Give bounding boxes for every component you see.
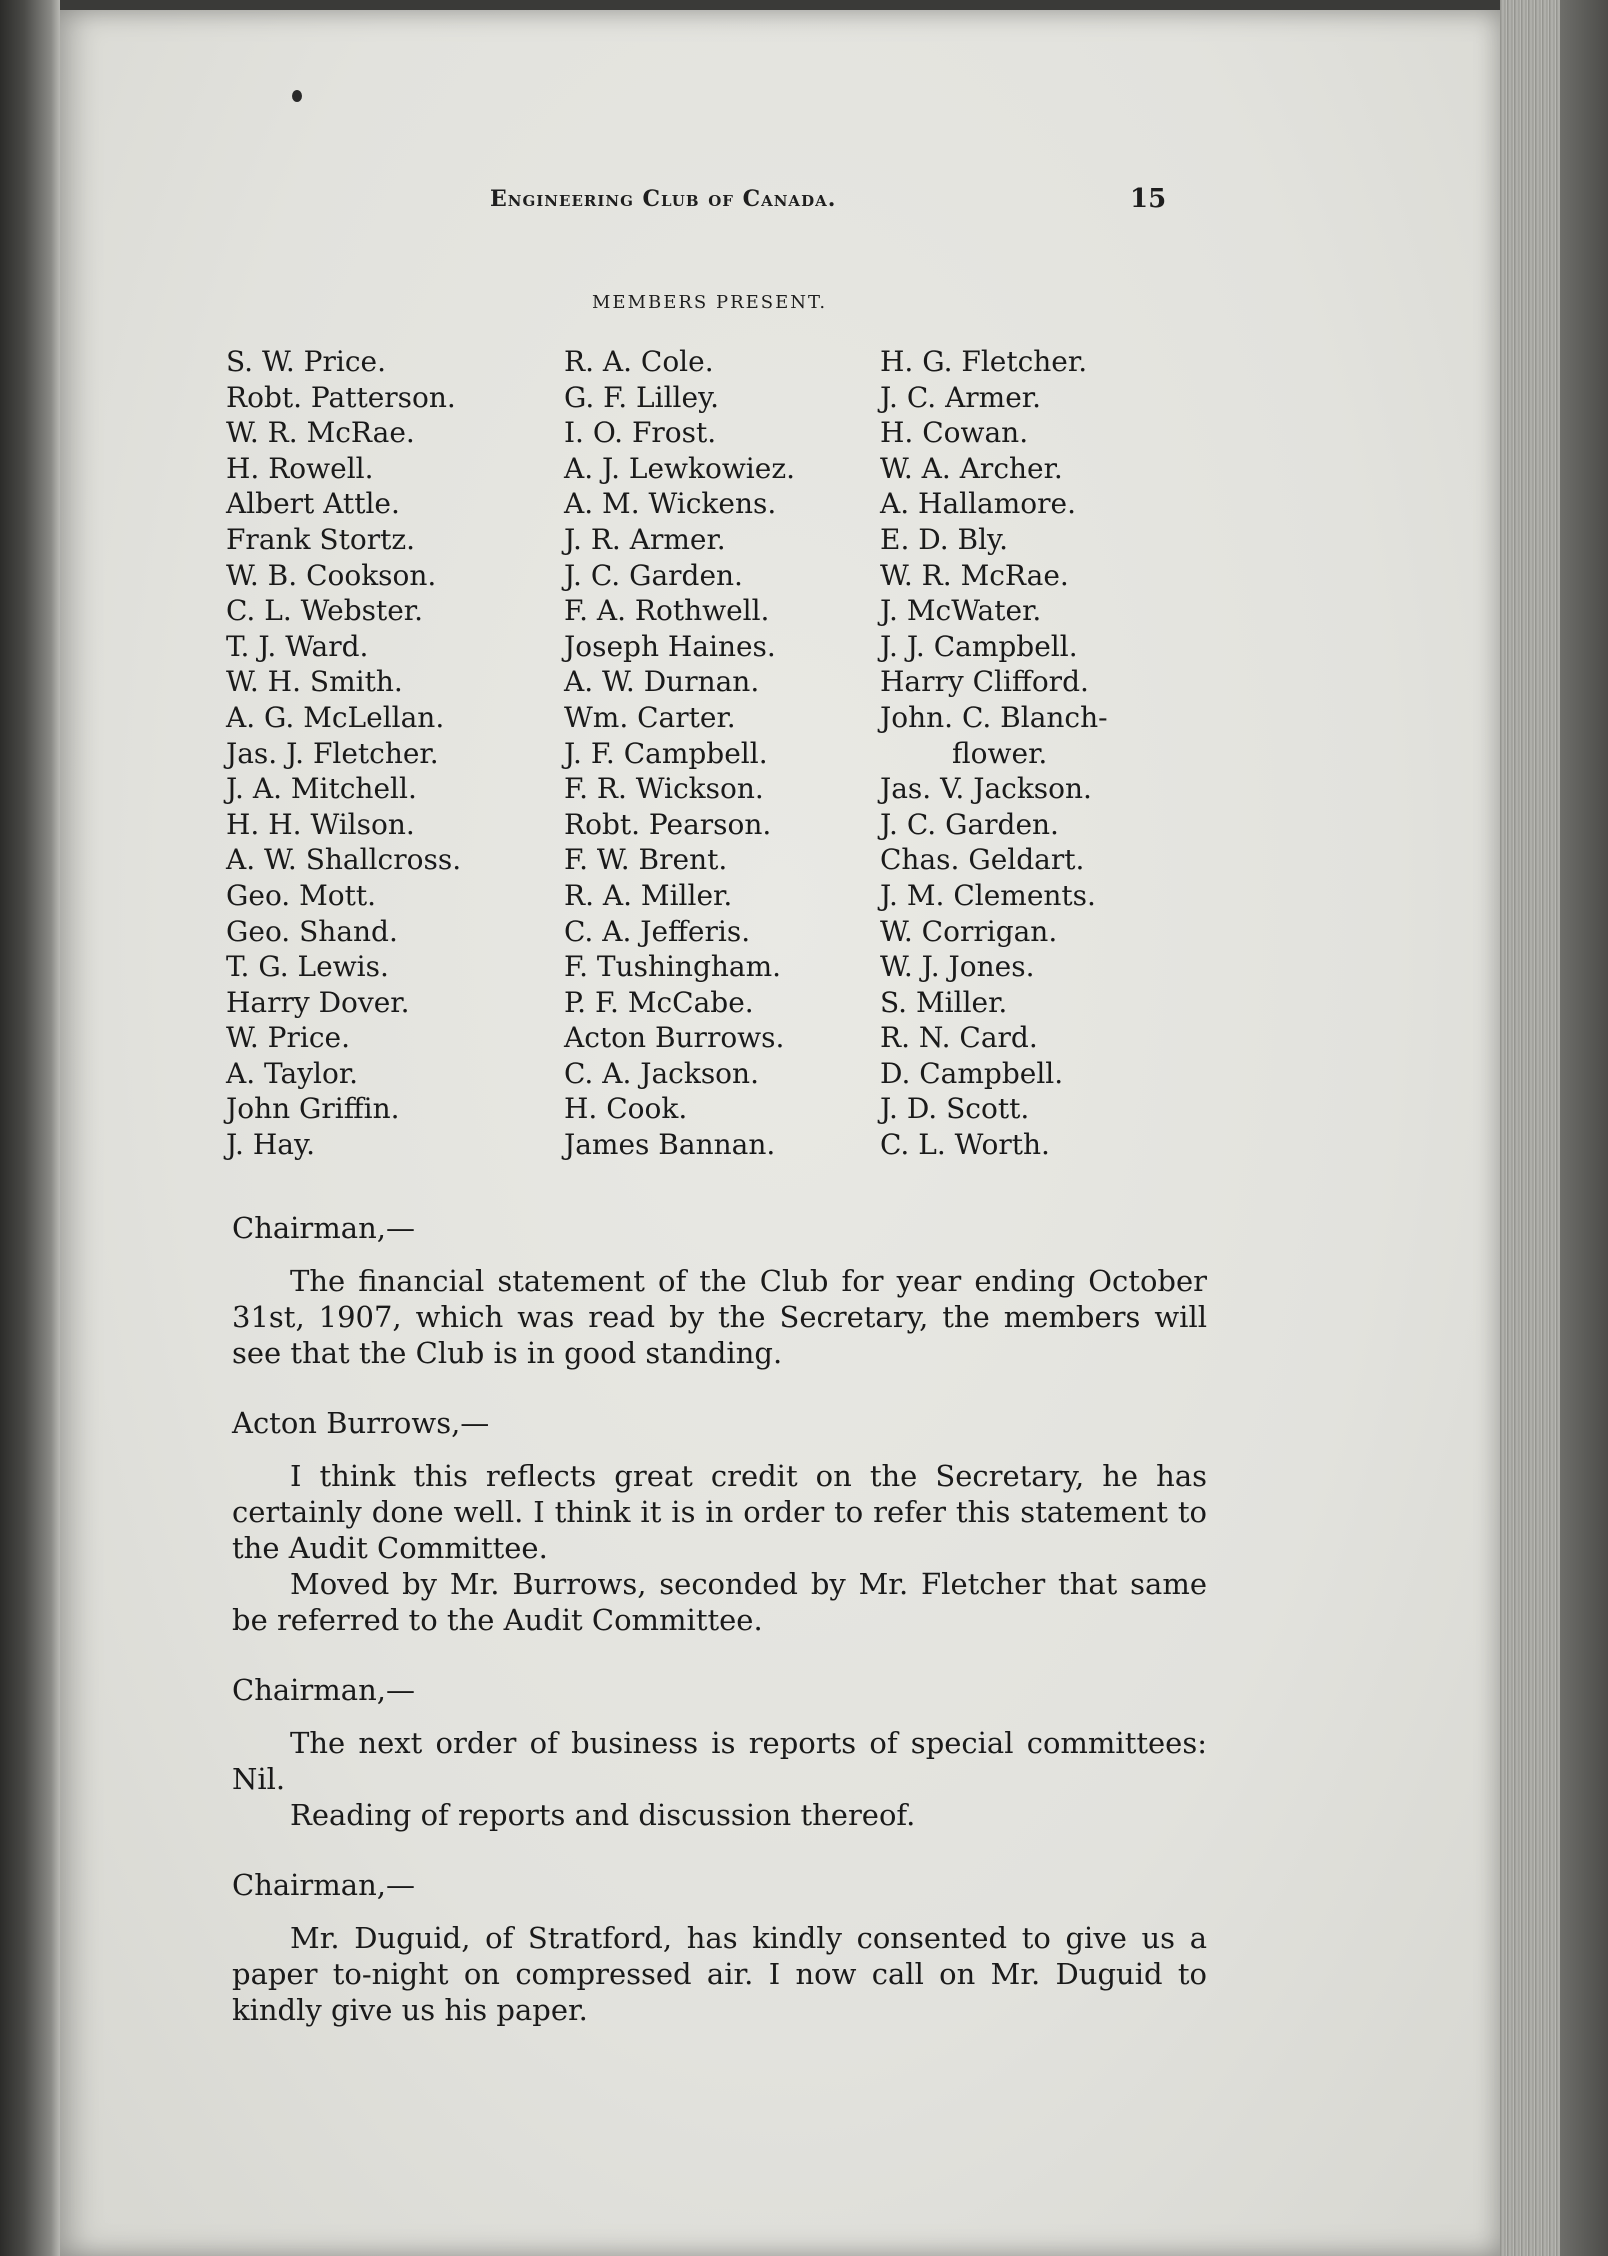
members-present-heading: MEMBERS PRESENT. bbox=[592, 292, 828, 313]
meeting-minutes bbox=[232, 1210, 1207, 2062]
minutes-paragraph: Reading of reports and discussion thereof. bbox=[290, 1798, 916, 1832]
member-name: Frank Stortz. bbox=[226, 522, 415, 556]
speaker-name: Acton Burrows,— bbox=[232, 1406, 490, 1440]
member-name: H. Cook. bbox=[564, 1092, 688, 1126]
member-name: Chas. Geldart. bbox=[880, 843, 1085, 877]
member-name: Geo. Mott. bbox=[226, 878, 377, 912]
minutes-entry bbox=[232, 1405, 1207, 1638]
minutes-paragraph: Moved by Mr. Burrows, seconded by Mr. Fletcher that same be referred to the Audit Committee. bbox=[232, 1567, 1207, 1637]
member-name: W. B. Cookson. bbox=[226, 558, 437, 592]
member-name: F. Tushingham. bbox=[564, 950, 782, 984]
member-name: P. F. McCabe. bbox=[564, 985, 754, 1019]
member-name: J. McWater. bbox=[880, 594, 1042, 628]
member-name: A. J. Lewkowiez. bbox=[564, 451, 795, 485]
minutes-paragraph: The next order of business is reports of special committees: Nil. bbox=[232, 1726, 1207, 1796]
member-name: J. C. Garden. bbox=[880, 807, 1059, 841]
member-name: Geo. Shand. bbox=[226, 914, 398, 948]
member-name: J. J. Campbell. bbox=[880, 629, 1078, 663]
member-name: A. W. Durnan. bbox=[564, 665, 760, 699]
minutes-paragraph: The financial statement of the Club for year ending October 31st, 1907, which was read by the Secretary, the members will see that the Club is in good standing. bbox=[232, 1264, 1207, 1370]
member-name: Wm. Carter. bbox=[564, 700, 736, 734]
member-name: J. R. Armer. bbox=[564, 522, 726, 556]
members-column-3 bbox=[880, 344, 1108, 1163]
member-name: S. W. Price. bbox=[226, 345, 387, 378]
member-name: A. G. McLellan. bbox=[226, 700, 445, 734]
minutes-entry bbox=[232, 1867, 1207, 2028]
member-name: Harry Clifford. bbox=[880, 665, 1089, 699]
ink-speck bbox=[292, 90, 302, 102]
speaker-name: Chairman,— bbox=[232, 1211, 415, 1245]
member-name: J. C. Garden. bbox=[564, 558, 743, 592]
member-name: T. J. Ward. bbox=[226, 629, 369, 663]
member-name: J. A. Mitchell. bbox=[226, 772, 417, 806]
member-name: F. A. Rothwell. bbox=[564, 594, 770, 628]
member-name: John Griffin. bbox=[226, 1092, 400, 1126]
member-name: A. Hallamore. bbox=[880, 487, 1076, 521]
member-name: W. Price. bbox=[226, 1021, 351, 1055]
member-name: Robt. Patterson. bbox=[226, 380, 456, 414]
member-name: Albert Attle. bbox=[226, 487, 400, 521]
member-name: J. C. Armer. bbox=[880, 380, 1042, 414]
member-name: Harry Dover. bbox=[226, 985, 410, 1019]
member-name: Robt. Pearson. bbox=[564, 807, 772, 841]
member-name: A. W. Shallcross. bbox=[226, 843, 462, 877]
speaker-name: Chairman,— bbox=[232, 1868, 415, 1902]
member-name: R. A. Cole. bbox=[564, 345, 714, 378]
member-name: W. H. Smith. bbox=[226, 665, 403, 699]
minutes-paragraph: Mr. Duguid, of Stratford, has kindly consented to give us a paper to-night on compressed air. I now call on Mr. Duguid to kindly give us his paper. bbox=[232, 1921, 1207, 2027]
member-name: A. M. Wickens. bbox=[564, 487, 777, 521]
member-name: Acton Burrows. bbox=[564, 1021, 785, 1055]
member-name: Joseph Haines. bbox=[564, 629, 776, 663]
member-name: James Bannan. bbox=[564, 1128, 776, 1162]
members-column-2 bbox=[564, 344, 795, 1163]
member-name: T. G. Lewis. bbox=[226, 950, 389, 984]
member-name: F. R. Wickson. bbox=[564, 772, 764, 806]
running-head: Engineering Club of Canada. bbox=[490, 186, 837, 212]
member-name: H. G. Fletcher. bbox=[880, 345, 1088, 378]
member-name: D. Campbell. bbox=[880, 1056, 1064, 1090]
member-name: E. D. Bly. bbox=[880, 522, 1009, 556]
member-name: F. W. Brent. bbox=[564, 843, 728, 877]
page-edges bbox=[1500, 0, 1608, 2256]
book-spine-shadow bbox=[0, 0, 60, 2256]
member-name: G. F. Lilley. bbox=[564, 380, 720, 414]
minutes-entry bbox=[232, 1210, 1207, 1371]
member-name: J. D. Scott. bbox=[880, 1092, 1030, 1126]
member-name: W. R. McRae. bbox=[226, 416, 415, 450]
member-name: W. Corrigan. bbox=[880, 914, 1058, 948]
member-name: C. A. Jefferis. bbox=[564, 914, 751, 948]
member-name: W. A. Archer. bbox=[880, 451, 1063, 485]
member-name: J. M. Clements. bbox=[880, 878, 1096, 912]
member-name: W. J. Jones. bbox=[880, 950, 1035, 984]
member-name: H. Cowan. bbox=[880, 416, 1029, 450]
member-name: R. N. Card. bbox=[880, 1021, 1038, 1055]
member-name: R. A. Miller. bbox=[564, 878, 733, 912]
member-name: Jas. J. Fletcher. bbox=[226, 736, 439, 770]
page-number: 15 bbox=[1130, 184, 1167, 214]
member-name: A. Taylor. bbox=[226, 1056, 359, 1090]
member-name: J. F. Campbell. bbox=[564, 736, 768, 770]
member-name: H. H. Wilson. bbox=[226, 807, 415, 841]
minutes-paragraph: I think this reflects great credit on the Secretary, he has certainly done well. I think it is in order to refer this statement to the Audit Committee. bbox=[232, 1459, 1207, 1565]
member-name: Jas. V. Jackson. bbox=[880, 772, 1092, 806]
member-name: C. A. Jackson. bbox=[564, 1056, 759, 1090]
minutes-entry bbox=[232, 1672, 1207, 1833]
members-column-1 bbox=[226, 344, 461, 1163]
member-name: J. Hay. bbox=[226, 1128, 315, 1162]
member-name: I. O. Frost. bbox=[564, 416, 717, 450]
member-name: C. L. Worth. bbox=[880, 1128, 1050, 1162]
member-name: S. Miller. bbox=[880, 985, 1008, 1019]
member-name: flower. bbox=[952, 736, 1048, 770]
member-name: John. C. Blanch- bbox=[880, 700, 1108, 734]
member-name: C. L. Webster. bbox=[226, 594, 424, 628]
member-name: H. Rowell. bbox=[226, 451, 374, 485]
speaker-name: Chairman,— bbox=[232, 1673, 415, 1707]
member-name: W. R. McRae. bbox=[880, 558, 1069, 592]
